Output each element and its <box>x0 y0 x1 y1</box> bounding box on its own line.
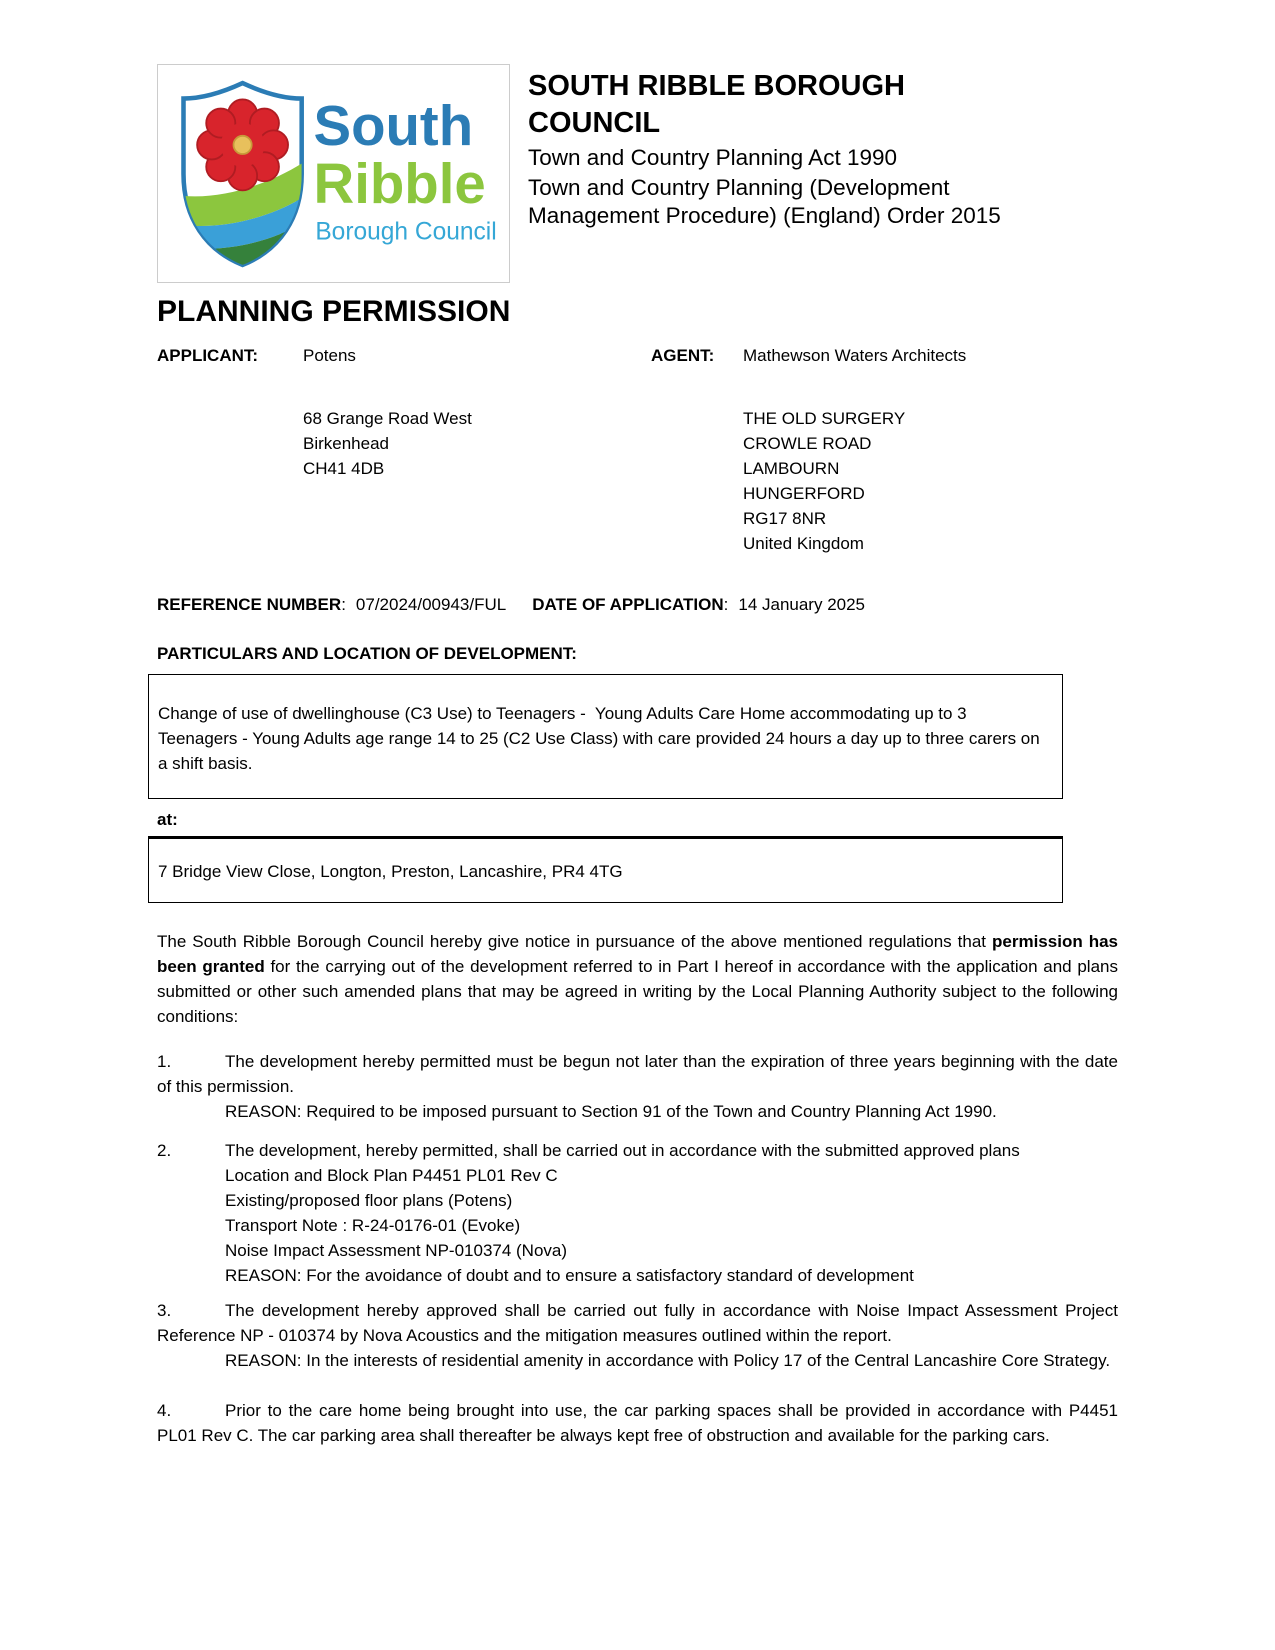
condition-paragraph <box>157 1049 1118 1099</box>
applicant-address-line: Birkenhead <box>303 434 390 453</box>
agent-label: AGENT: <box>651 346 715 365</box>
reference-row <box>157 592 1118 617</box>
notice-text-post: for the carrying out of the development referred to in Part I hereof in accordance with the application and plans submitted or other such amended plans that may be agreed in writing by the Local Planning Authority subject to the following conditions: <box>157 957 1118 1026</box>
application-date-label: DATE OF APPLICATION <box>532 595 724 614</box>
logo-word-ribble: Ribble <box>313 151 486 215</box>
plan-list-item: Location and Block Plan P4451 PL01 Rev C <box>225 1166 558 1185</box>
condition-item <box>157 1298 1118 1373</box>
at-label: at: <box>157 810 178 829</box>
logo-word-south: South <box>313 93 474 157</box>
condition-text: Prior to the care home being brought into use, the car parking spaces shall be provided in accordance with P4451 PL01 Rev C. The car parking area shall thereafter be always kept free of obstruction and available for the parking cars. <box>157 1401 1118 1445</box>
applicant-name: Potens <box>303 346 356 365</box>
condition-reason: REASON: In the interests of residential amenity in accordance with Policy 17 of the Central Lancashire Core Strategy. <box>225 1351 1111 1370</box>
parties-section <box>157 343 1118 556</box>
condition-paragraph <box>157 1398 1118 1448</box>
plan-list-item: Transport Note : R-24-0176-01 (Evoke) <box>225 1216 521 1235</box>
reference-value: 07/2024/00943/FUL <box>355 595 507 614</box>
agent-address-line: CROWLE ROAD <box>743 434 872 453</box>
condition-number: 1. <box>157 1052 172 1071</box>
notice-text-pre: The South Ribble Borough Council hereby give notice in pursuance of the above mentioned regulations that <box>157 932 993 951</box>
grant-notice <box>157 929 1118 1029</box>
reference-label: REFERENCE NUMBER <box>157 595 342 614</box>
condition-reason: REASON: For the avoidance of doubt and to ensure a satisfactory standard of development <box>225 1266 914 1285</box>
condition-number: 2. <box>157 1141 172 1160</box>
agent-name: Mathewson Waters Architects <box>743 346 967 365</box>
document-header <box>157 64 1118 283</box>
spacer <box>157 406 303 556</box>
condition-item <box>157 1398 1118 1448</box>
development-description-box <box>148 674 1063 799</box>
condition-paragraph <box>157 1298 1118 1348</box>
condition-item <box>157 1049 1118 1124</box>
particulars-heading: PARTICULARS AND LOCATION OF DEVELOPMENT: <box>157 644 577 663</box>
notice-granted-bold: permission has been granted <box>157 932 1118 976</box>
applicant-address <box>303 406 651 556</box>
reference-sep: : <box>341 595 346 614</box>
site-location: 7 Bridge View Close, Longton, Preston, Lancashire, PR4 4TG <box>158 862 623 881</box>
condition-text: The development hereby permitted must be begun not later than the expiration of three years beginning with the date of this permission. <box>157 1052 1118 1096</box>
condition-reason: REASON: Required to be imposed pursuant to Section 91 of the Town and Country Planning Act 1990. <box>225 1102 997 1121</box>
date-sep: : <box>723 595 729 614</box>
spacer <box>651 406 743 556</box>
condition-number: 3. <box>157 1301 172 1320</box>
condition-paragraph <box>157 1138 1118 1163</box>
applicant-address-line: CH41 4DB <box>303 459 385 478</box>
site-location-box <box>148 836 1063 903</box>
condition-number: 4. <box>157 1401 172 1420</box>
act-line-2: Town and Country Planning (Development Management Procedure) (England) Order 2015 <box>528 175 1001 228</box>
south-ribble-logo-graphic <box>166 74 501 274</box>
plan-list-item: Existing/proposed floor plans (Potens) <box>225 1191 513 1210</box>
act-line-1: Town and Country Planning Act 1990 <box>528 145 897 170</box>
rose-icon <box>197 99 288 190</box>
council-logo <box>157 64 510 283</box>
applicant-address-line: 68 Grange Road West <box>303 409 472 428</box>
header-titles <box>528 64 1028 283</box>
agent-address <box>743 406 1118 556</box>
page-title: PLANNING PERMISSION <box>157 295 511 328</box>
agent-address-line: United Kingdom <box>743 534 864 553</box>
agent-address-line: HUNGERFORD <box>743 484 865 503</box>
agent-address-line: LAMBOURN <box>743 459 840 478</box>
applicant-label: APPLICANT: <box>157 346 259 365</box>
condition-text: The development, hereby permitted, shall be carried out in accordance with the submitted approved plans <box>225 1141 1020 1160</box>
plan-list-item: Noise Impact Assessment NP-010374 (Nova) <box>225 1241 568 1260</box>
condition-text: The development hereby approved shall be carried out fully in accordance with Noise Impact Assessment Project Reference NP - 010374 by Nova Acoustics and the mitigation measures outlined within the report. <box>157 1301 1118 1345</box>
condition-item <box>157 1138 1118 1288</box>
application-date-value: 14 January 2025 <box>738 595 866 614</box>
logo-tagline: Borough Council <box>315 217 497 245</box>
agent-address-line: RG17 8NR <box>743 509 827 528</box>
agent-address-line: THE OLD SURGERY <box>743 409 906 428</box>
development-description: Change of use of dwellinghouse (C3 Use) to Teenagers - Young Adults Care Home accommodating up to 3 Teenagers - Young Adults age range 14 to 25 (C2 Use Class) with care provided 24 hours a day up to three carers on a shift basis. <box>158 704 1045 773</box>
council-name: SOUTH RIBBLE BOROUGH COUNCIL <box>528 70 905 139</box>
